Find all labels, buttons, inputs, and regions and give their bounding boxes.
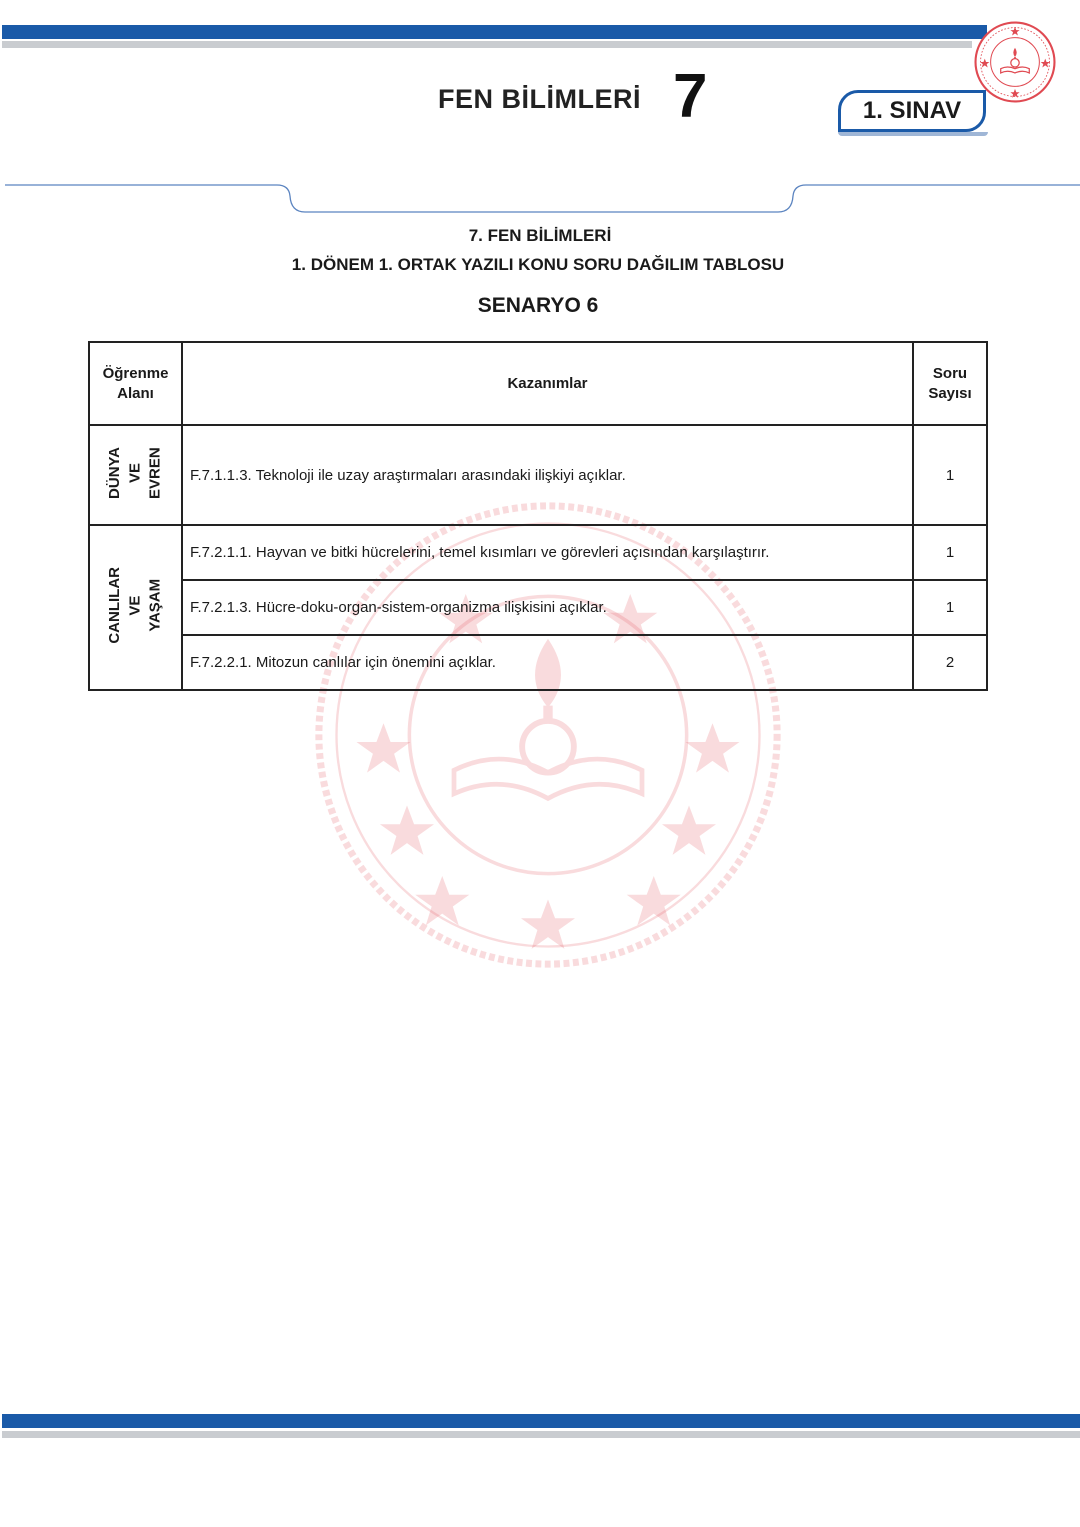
top-gray-stripe — [2, 41, 972, 48]
learning-area-cell — [89, 425, 182, 525]
learning-area-label: CANLILAR VE YAŞAM — [106, 567, 164, 644]
count-cell: 1 — [913, 425, 987, 525]
grade-number: 7 — [673, 62, 708, 131]
table-row — [89, 525, 987, 580]
outcome-cell: F.7.1.1.3. Teknoloji ile uzay araştırmaları arasındaki ilişkiyi açıklar. — [182, 425, 913, 525]
outcome-cell: F.7.2.2.1. Mitozun canlılar için önemini açıklar. — [182, 635, 913, 690]
table-row — [89, 635, 987, 690]
top-blue-stripe — [2, 25, 987, 39]
table-row — [89, 580, 987, 635]
table-row — [89, 425, 987, 525]
outcome-cell: F.7.2.1.1. Hayvan ve bitki hücrelerini, temel kısımları ve görevleri açısından karşılaştırır. — [182, 525, 913, 580]
header-learning-area: Öğrenme Alanı — [89, 342, 182, 425]
header-divider — [0, 176, 1080, 218]
learning-area-label: DÜNYA VE EVREN — [106, 447, 164, 499]
learning-area-cell — [89, 525, 182, 690]
outcome-cell: F.7.2.1.3. Hücre-doku-organ-sistem-organizma ilişkisini açıklar. — [182, 580, 913, 635]
document-title: 7. FEN BİLİMLERİ — [468, 226, 612, 245]
subject-title: FEN BİLİMLERİ — [438, 84, 641, 114]
header-question-count: Soru Sayısı — [913, 342, 987, 425]
question-distribution-table — [88, 341, 988, 691]
header-outcomes: Kazanımlar — [182, 342, 913, 425]
count-cell: 1 — [913, 525, 987, 580]
scenario-title: SENARYO 6 — [477, 294, 599, 317]
document-subtitle: 1. DÖNEM 1. ORTAK YAZILI KONU SORU DAĞILIM TABLOSU — [291, 255, 785, 274]
count-cell: 2 — [913, 635, 987, 690]
table-header-row — [89, 342, 987, 425]
bottom-blue-stripe — [2, 1414, 1080, 1428]
bottom-gray-stripe — [2, 1431, 1080, 1438]
count-cell: 1 — [913, 580, 987, 635]
exam-badge: 1. SINAV — [838, 90, 986, 132]
